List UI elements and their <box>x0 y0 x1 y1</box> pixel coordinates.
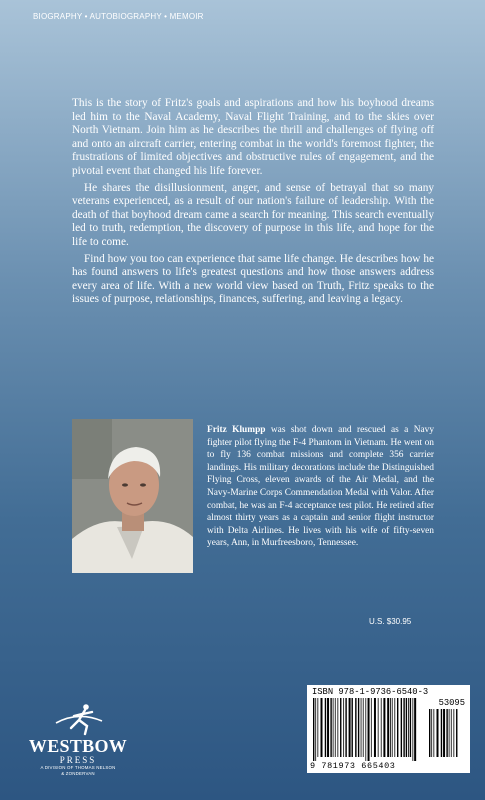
author-bio <box>207 424 434 550</box>
barcode-bar <box>449 709 450 757</box>
barcode-bar <box>443 709 445 757</box>
barcode-bar <box>333 698 334 757</box>
barcode-bar <box>315 698 316 761</box>
barcode-bar <box>361 698 362 757</box>
price-code: 53095 <box>438 698 465 708</box>
barcode-bar <box>325 698 326 757</box>
category-line: BIOGRAPHY • AUTOBIOGRAPHY • MEMOIR <box>33 12 204 21</box>
barcode-bar <box>433 709 434 757</box>
barcode-bar <box>412 698 413 761</box>
barcode-bar <box>429 709 430 757</box>
barcode-bar <box>340 698 341 757</box>
barcode-bar <box>355 698 356 757</box>
barcode-bar <box>363 698 364 757</box>
barcode-bar <box>446 709 447 757</box>
barcode-bar <box>337 698 338 757</box>
barcode-bar <box>327 698 329 757</box>
barcode-bar <box>330 698 331 757</box>
runner-icon <box>50 703 106 737</box>
barcode-bar <box>456 709 457 757</box>
addon-barcode-bars <box>429 709 465 761</box>
barcode-bar <box>358 698 359 757</box>
barcode-bar <box>441 709 442 757</box>
barcode-bar <box>352 698 353 757</box>
blurb-paragraph-1: This is the story of Fritz's goals and aspirations and how his boyhood dreams led him to the Naval Academy, Naval Flight Training, and to the skies over North Vietnam. Join him as he describes the thrill and challenges of flying off and onto an aircraft carrier, entering combat in the world's foremost fighter, the frustrations of limited objectives and obstructive rules of engagement, and the pivotal event that changed his life forever. <box>72 97 434 177</box>
barcode-bar <box>410 698 411 757</box>
barcode-bar <box>414 698 416 761</box>
barcode-bar <box>374 698 376 757</box>
barcode-bar <box>365 698 366 761</box>
barcode-bar <box>453 709 454 757</box>
barcode-bar <box>343 698 344 757</box>
barcode-bar <box>401 698 402 757</box>
barcode-bar <box>335 698 336 757</box>
barcode-bar <box>406 698 407 757</box>
barcode-bar <box>451 709 452 757</box>
barcode-bar <box>321 698 323 757</box>
barcode-bar <box>408 698 409 757</box>
barcode-bar <box>392 698 393 757</box>
barcode-bar <box>403 698 404 757</box>
barcode-bar <box>317 698 318 757</box>
blurb-paragraph-3: Find how you too can experience that same life change. He describes how he has found answers to life's greatest questions and how those answers address every area of life. With a new world view based on Truth, Fritz speaks to the issues of purpose, relationships, finances, suffering, and leaving a legacy. <box>72 252 434 306</box>
author-name: Fritz Klumpp <box>207 425 266 435</box>
barcode-bar <box>383 698 385 757</box>
barcode-bar <box>313 698 314 761</box>
publisher-logo <box>28 703 128 776</box>
blurb-paragraph-2: He shares the disillusionment, anger, and sense of betrayal that so many veterans experienced, as a result of our nation's failure of leadership. With the death of that boyhood dream came a search for meaning. This search eventually led to truth, redemption, the discovery of purpose in this life, and hope for the life to come. <box>72 181 434 248</box>
barcode-bar <box>345 698 346 757</box>
isbn-barcode <box>307 685 470 773</box>
barcode-bar <box>437 709 439 757</box>
barcode-bar <box>390 698 391 757</box>
barcode-bar <box>368 698 370 761</box>
barcode-bar <box>397 698 398 757</box>
ean-digits: 9 781973 665403 <box>310 761 396 771</box>
publisher-division-1: A DIVISION OF THOMAS NELSON <box>40 765 116 770</box>
publisher-name: WESTBOW <box>28 736 128 756</box>
barcode-bar <box>394 698 395 757</box>
author-photo <box>72 419 193 573</box>
barcode-bar <box>431 709 432 757</box>
publisher-division-2: & ZONDERVAN <box>61 770 95 776</box>
back-cover-blurb <box>72 97 434 310</box>
barcode-bar <box>349 698 351 757</box>
isbn-number: ISBN 978-1-9736-6540-3 <box>312 687 429 697</box>
barcode-bar <box>381 698 382 757</box>
barcode-bar <box>371 698 372 757</box>
price-label: U.S. $30.95 <box>369 617 412 626</box>
author-bio-text: was shot down and rescued as a Navy fighter pilot flying the F-4 Phantom in Vietnam. He went on to fly 136 combat missions and complete 356 carrier landings. His military decorations include the Distinguished Flying Cross, eleven awards of the Air Medal, and the Navy-Marine Corps Commendation Medal with Valor. After combat, he was an F-4 acceptance test pilot. He retired after almost thirty years as a captain and senior flight instructor with Delta Airlines. He lives with his wife of fifty-seven years, Ann, in Murfreesboro, Tennessee. <box>207 425 435 549</box>
barcode-bar <box>387 698 389 757</box>
publisher-press: PRESS <box>59 755 97 765</box>
ean-barcode-bars <box>313 698 425 761</box>
barcode-bar <box>378 698 379 757</box>
